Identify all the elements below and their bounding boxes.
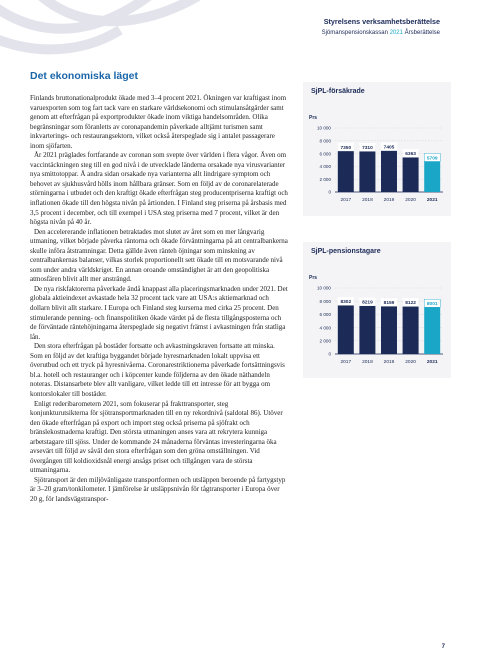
x-tick-label: 2018 (362, 360, 373, 365)
page-number: 7 (441, 644, 445, 650)
paragraph: Sjötransport är den miljövänligaste transportformen och utsläppen beroende på fartygstyp är 3–20 gram/tonkilometer. I jämförelse är utsläppsnivån för tågtransporter i Europa över 20 g, för landsvägstranspor- (30, 475, 286, 503)
data-label: 8219 (362, 300, 373, 306)
paragraph: Den stora efterfrågan på bostäder fortsatte och avkastningskraven fortsatte att minska. Som en följd av det kraftiga byggandet började hyresmarknaden lokalt uppvisa ett överutbud och ett tryck på hyresnivåerna. Coronarestriktionerna påverkade fortsättningsvis bl.a. hotell och restauranger och i köpcenter kunde följderna av den ökade näthandeln noteras. Distansarbete blev allt vanligare, vilket ledde till ett intresse för att bygga om kontorslokaler till bostäder. (30, 342, 285, 398)
page-heading: Det ekonomiska läget (30, 70, 138, 82)
x-tick-label: 2019 (383, 360, 395, 365)
chart-insured (303, 82, 451, 216)
y-tick-label: 4 000 (319, 164, 331, 170)
y-tick-label: 0 (328, 189, 331, 195)
bar (424, 301, 440, 354)
x-tick-label: 2020 (405, 360, 416, 365)
bar (403, 300, 419, 354)
y-tick-label: 0 (328, 351, 331, 357)
chart-pensioners (303, 242, 451, 378)
data-label: 6363 (405, 152, 416, 158)
data-label: 5709 (426, 156, 438, 162)
report-section-title: Styrelsens verksamhetsberättelse (323, 17, 440, 26)
data-label: 8001 (426, 301, 438, 307)
decorative-arcs (0, 0, 200, 60)
report-year: 2021 (389, 30, 403, 36)
paragraph: Enligt rederibarometern 2021, som fokuserar på frakttransporter, steg konjunkturutsikterna för sjötransportmarknaden till en ny rekordnivå (saldotal 86). Utöver den ökade efterfrågan på export och import steg också priserna på sjöfrakt och bränslekostnaderna kraftigt. Den största utmaningen anses vara att rekrytera kunniga arbetstagare till sjöss. Under de kommande 24 månaderna förväntas investeringarna öka avsevärt till följd av såväl den stora efterfrågan som den gröna omställningen. Vid övergången till koldioxidsnål energi ansågs priset och tillgången vara de största utmaningarna. (30, 399, 283, 475)
y-tick-label: 8 000 (319, 298, 331, 304)
x-tick-label: 2021 (426, 360, 438, 365)
organization-name: Sjömanspensionskassan (321, 30, 388, 36)
paragraph: Finlands bruttonationalprodukt ökade med 3–4 procent 2021. Ökningen var kraftigast inom varuexporten som tog fart tack vare en starkare världsekonomi och stimulansåtgärder samt genom att efterfrågan på exportprodukter ökade inom viktiga handelsområden. Olika begränsningar som föranletts av coronapandemin påverkade alltjämt turismen samt inkvarterings- och restaurangsektorn, vilket också återspeglade sig i antalet passagerare inom sjöfarten. (30, 94, 287, 150)
y-axis-label: Prs (309, 275, 318, 281)
y-tick-label: 2 000 (319, 338, 331, 344)
bar (381, 145, 397, 192)
y-tick-label: 8 000 (319, 138, 331, 144)
chart-title: SjPL-försäkrade (311, 88, 365, 95)
data-label: 8122 (405, 301, 416, 307)
chart-card-insured (303, 82, 451, 216)
article-body (30, 94, 288, 505)
bar (338, 145, 354, 192)
paragraph: Den accelererande inflationen betraktades mot slutet av året som en mer långvarig utmaning, vilket började påverka räntorna och ökade förväntningarna på att centralbankerna skulle införa åtstramningar. Detta gällde även ränteh öjningar som minskning av centralbankernas balanser, vilkas storlek proportionellt sett ökade till en motsvarande nivå som under andra världskriget. En annan oroande omständighet är att den geopolitiska atmosfären blivit allt mer ansträngd. (30, 227, 288, 284)
bar (359, 300, 375, 354)
chart-title: SjPL-pensionstagare (311, 248, 381, 255)
x-tick-label: 2018 (362, 198, 373, 203)
y-tick-label: 10 000 (316, 285, 331, 291)
bar (338, 299, 354, 354)
paragraph: År 2021 präglades fortfarande av coronan som svepte över världen i flera vågor. Även om vaccintäckningen steg till en god nivå i de utvecklade länderna orsakade nya virusvarianter nya smittotoppar. Å andra sidan orsakade nya varianterna allt lindrigare symptom och behovet av sjukhusvård hölls inom hållbara gränser. Som en följd av de coronarelaterade störningarna i utbudet och den kraftigt ökade efterfrågan steg producentpriserna kraftigt och inflationen ökade till den högsta nivån på årtionden. I Finland steg priserna på årsbasis med 3,5 procent i december, och till exempel i USA steg priserna med 7 procent, vilket är den högsta nivån på 40 år. (30, 151, 288, 227)
data-label: 7350 (340, 145, 352, 151)
data-label: 7405 (383, 145, 395, 151)
y-axis-label: Prs (309, 115, 318, 121)
y-tick-label: 2 000 (319, 176, 331, 182)
paragraph: De nya riskfaktorerna påverkade ändå knappast alla placeringsmarknaden under 2021. Det globala aktieindexet avkastade hela 32 procent tack vare att USA:s aktiemarknad och dollarn blivit allt starkare. I Europa och Finland steg kurserna med cirka 25 procent. Den stimulerande penning- och finanspolitiken ökade värdet på de flesta tillgångsposterna och de förväntade räntehöjningarna återspeglade sig negativt främst i avkastningen från statliga lån. (30, 284, 288, 341)
data-label: 7310 (362, 146, 373, 152)
x-tick-label: 2020 (405, 198, 416, 203)
report-subtitle (322, 30, 440, 36)
x-tick-label: 2019 (383, 198, 395, 203)
bar (359, 145, 375, 192)
x-tick-label: 2021 (426, 198, 438, 203)
y-tick-label: 10 000 (316, 125, 331, 131)
y-tick-label: 6 000 (319, 151, 331, 157)
data-label: 8302 (340, 300, 352, 306)
y-tick-label: 4 000 (319, 325, 331, 331)
y-tick-label: 6 000 (319, 312, 331, 318)
data-label: 8159 (383, 300, 395, 306)
document-name: Årsberättelse (404, 30, 440, 36)
x-tick-label: 2017 (340, 198, 352, 203)
bar (381, 300, 397, 354)
chart-card-pensioners (303, 242, 451, 378)
x-tick-label: 2017 (340, 360, 352, 365)
